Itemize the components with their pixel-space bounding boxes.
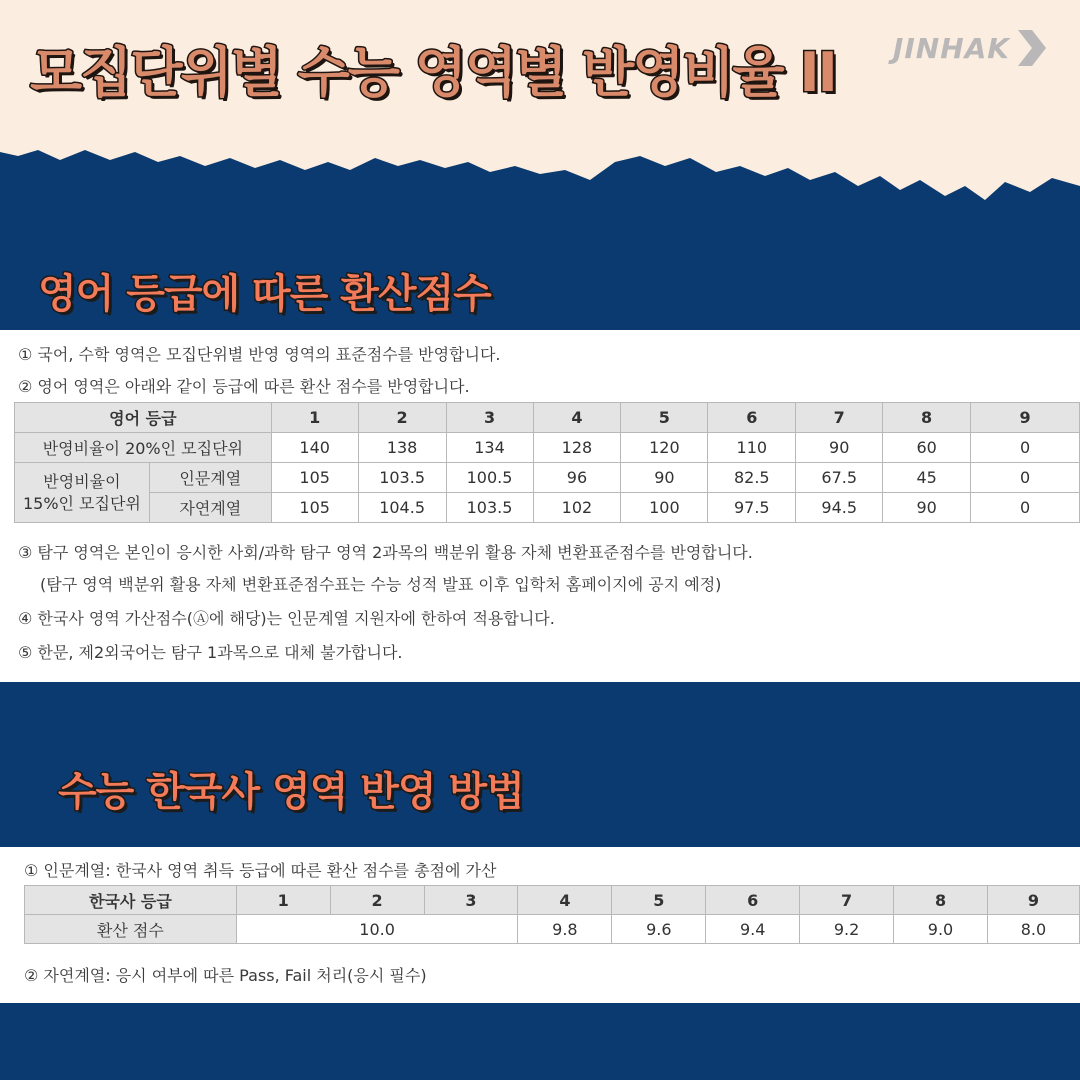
header-cell-grade: 9 bbox=[987, 886, 1079, 915]
section-title-korean-history: 수능 한국사 영역 반영 방법 bbox=[58, 769, 524, 815]
header-cell-grade: 7 bbox=[796, 403, 883, 433]
table-header-row bbox=[15, 403, 1080, 433]
header-cell-grade: 4 bbox=[533, 403, 621, 433]
note-5: ⑤ 한문, 제2외국어는 탐구 1과목으로 대체 불가합니다. bbox=[18, 643, 403, 662]
chevron-right-icon bbox=[1014, 28, 1048, 68]
header-cell-grade: 2 bbox=[358, 403, 446, 433]
table-cell: 0 bbox=[971, 433, 1080, 463]
table-cell: 120 bbox=[621, 433, 708, 463]
note-1: ① 국어, 수학 영역은 모집단위별 반영 영역의 표준점수를 반영합니다. bbox=[18, 345, 501, 364]
table-row bbox=[15, 493, 1080, 523]
english-grade-panel bbox=[0, 330, 1080, 682]
table-header-row bbox=[25, 886, 1080, 915]
table-cell: 60 bbox=[883, 433, 971, 463]
section-title-english: 영어 등급에 따른 환산점수 bbox=[38, 271, 491, 317]
table-cell: 134 bbox=[446, 433, 533, 463]
table-cell: 90 bbox=[796, 433, 883, 463]
row-label-15pct-line2: 15%인 모집단위 bbox=[22, 493, 141, 513]
korean-history-table bbox=[24, 885, 1080, 944]
table-cell: 94.5 bbox=[796, 493, 883, 523]
table-row bbox=[25, 915, 1080, 944]
table-cell: 138 bbox=[358, 433, 446, 463]
table-cell: 9.0 bbox=[894, 915, 988, 944]
row-label-20pct: 반영비율이 20%인 모집단위 bbox=[15, 433, 272, 463]
header-cell-grade: 4 bbox=[518, 886, 612, 915]
table-cell: 103.5 bbox=[358, 463, 446, 493]
table-cell: 128 bbox=[533, 433, 621, 463]
table-cell: 9.2 bbox=[800, 915, 894, 944]
table-cell: 8.0 bbox=[987, 915, 1079, 944]
korean-history-panel bbox=[0, 847, 1080, 1003]
header-cell-grade: 1 bbox=[271, 403, 358, 433]
header-cell-grade: 5 bbox=[621, 403, 708, 433]
table-cell: 103.5 bbox=[446, 493, 533, 523]
table-cell: 45 bbox=[883, 463, 971, 493]
note-science: ② 자연계열: 응시 여부에 따른 Pass, Fail 처리(응시 필수) bbox=[24, 966, 427, 985]
table-cell: 110 bbox=[708, 433, 796, 463]
header-cell-grade: 1 bbox=[236, 886, 330, 915]
note-3: ③ 탐구 영역은 본인이 응시한 사회/과학 탐구 영역 2과목의 백분위 활용 자체 변환표준점수를 반영합니다. bbox=[18, 543, 753, 562]
header-cell-grade: 3 bbox=[424, 886, 518, 915]
header-cell-grade: 8 bbox=[894, 886, 988, 915]
page-title: 모집단위별 수능 영역별 반영비율 II bbox=[30, 41, 836, 104]
table-cell: 100.5 bbox=[446, 463, 533, 493]
row-label-15pct-line1: 반영비율이 bbox=[43, 471, 121, 491]
table-cell: 9.4 bbox=[706, 915, 800, 944]
table-cell: 90 bbox=[883, 493, 971, 523]
table-row bbox=[15, 463, 1080, 493]
header-cell-grade: 7 bbox=[800, 886, 894, 915]
table-cell: 9.8 bbox=[518, 915, 612, 944]
table-cell: 97.5 bbox=[708, 493, 796, 523]
brand-name: JINHAK bbox=[892, 31, 1010, 65]
table-cell: 105 bbox=[271, 493, 358, 523]
row-label-science: 자연계열 bbox=[149, 493, 271, 523]
table-cell: 104.5 bbox=[358, 493, 446, 523]
note-humanities: ① 인문계열: 한국사 영역 취득 등급에 따른 환산 점수를 총점에 가산 bbox=[24, 861, 497, 880]
header-cell-grade: 2 bbox=[330, 886, 424, 915]
header-cell-label: 한국사 등급 bbox=[25, 886, 237, 915]
table-cell: 140 bbox=[271, 433, 358, 463]
row-label-humanities: 인문계열 bbox=[149, 463, 271, 493]
table-cell: 100 bbox=[621, 493, 708, 523]
table-cell: 90 bbox=[621, 463, 708, 493]
table-cell: 105 bbox=[271, 463, 358, 493]
header-cell-grade: 8 bbox=[883, 403, 971, 433]
header-cell-grade: 9 bbox=[971, 403, 1080, 433]
header-cell-grade: 5 bbox=[612, 886, 706, 915]
header-cell-grade: 3 bbox=[446, 403, 533, 433]
row-label-15pct bbox=[15, 463, 150, 523]
note-4: ④ 한국사 영역 가산점수(Ⓐ에 해당)는 인문계열 지원자에 한하여 적용합니다. bbox=[18, 609, 555, 628]
row-label-score: 환산 점수 bbox=[25, 915, 237, 944]
header-cell-label: 영어 등급 bbox=[15, 403, 272, 433]
table-cell-merged: 10.0 bbox=[236, 915, 518, 944]
brand-logo bbox=[893, 28, 1048, 68]
header-cell-grade: 6 bbox=[706, 886, 800, 915]
table-row bbox=[15, 433, 1080, 463]
english-grade-table bbox=[14, 402, 1080, 523]
table-cell: 0 bbox=[971, 493, 1080, 523]
note-2: ② 영어 영역은 아래와 같이 등급에 따른 환산 점수를 반영합니다. bbox=[18, 377, 470, 396]
table-cell: 102 bbox=[533, 493, 621, 523]
table-cell: 82.5 bbox=[708, 463, 796, 493]
table-cell: 0 bbox=[971, 463, 1080, 493]
note-3-sub: (탐구 영역 백분위 활용 자체 변환표준점수표는 수능 성적 발표 이후 입학처 홈페이지에 공지 예정) bbox=[40, 575, 722, 594]
table-cell: 67.5 bbox=[796, 463, 883, 493]
table-cell: 96 bbox=[533, 463, 621, 493]
table-cell: 9.6 bbox=[612, 915, 706, 944]
header-cell-grade: 6 bbox=[708, 403, 796, 433]
